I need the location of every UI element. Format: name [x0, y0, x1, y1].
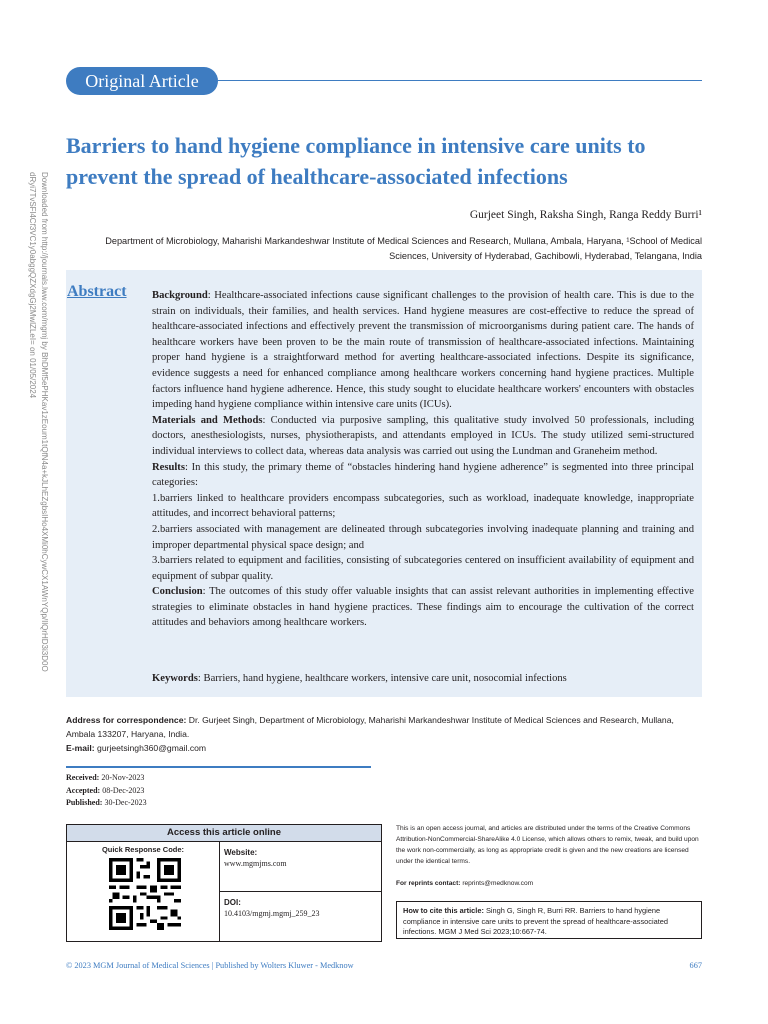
published-value: 30-Dec-2023	[102, 798, 147, 807]
conclusion-text: : The outcomes of this study offer valuable insights that can assist relevant authorities in implementing effective strategies to eliminate obstacles in hand hygiene practices. These findings aim to encourage the cultivation of the correct attitudes and behaviors among healthcare workers.	[152, 586, 694, 629]
publication-dates	[66, 772, 147, 810]
badge-rule	[218, 80, 702, 81]
accepted-value: 08-Dec-2023	[100, 785, 145, 795]
doi-link[interactable]: 10.4103/mgmj.mgmj_259_23	[224, 909, 320, 918]
methods-label: Materials and Methods	[152, 414, 263, 426]
results-item: 2.barriers associated with management are delineated through subcategories involving inadequate planning and training and improper departmental physical space design; and	[152, 523, 694, 551]
info-column	[220, 842, 381, 941]
accepted-label: Accepted:	[66, 785, 101, 795]
authors: Gurjeet Singh, Raksha Singh, Ranga Reddy Burri¹	[469, 209, 702, 221]
received-date	[66, 772, 147, 785]
page-number: 667	[689, 961, 702, 970]
qr-code-icon[interactable]	[109, 858, 181, 930]
received-value: 20-Nov-2023	[99, 773, 145, 782]
citation-box	[396, 901, 702, 939]
abstract-body	[152, 288, 694, 631]
website-label: Website:	[224, 848, 258, 857]
correspondence-text: Dr. Gurjeet Singh, Department of Microbiology, Maharishi Markandeshwar Institute of Medical Sciences and Research, Mullana, Ambala 133207, Haryana, India.	[66, 715, 674, 739]
email-link[interactable]: gurjeetsingh360@gmail.com	[94, 743, 207, 753]
keywords	[152, 672, 694, 686]
published-label: Published:	[66, 798, 103, 807]
abstract-methods	[152, 413, 694, 460]
received-label: Received:	[66, 773, 100, 782]
affiliation: Department of Microbiology, Maharishi Markandeshwar Institute of Medical Sciences and Research, Mullana, Ambala, Haryana, ¹School of Medical Sciences, University of Hyderabad, Gachibowli, Hyderabad, Telangana, India	[105, 236, 702, 261]
background-label: Background	[152, 290, 208, 301]
reprints	[396, 880, 533, 887]
correspondence-label: Address for correspondence:	[66, 715, 187, 725]
license-text: This is an open access journal, and articles are distributed under the terms of the Creative Commons Attribution-NonCommercial-ShareAlike 4.0 License, which allows others to remix, tweak, and build upon the work non-commercially, as long as appropriate credit is given and the new creations are licensed under the identical terms.	[396, 825, 699, 865]
email-label: E-mail:	[66, 743, 95, 753]
results-item: 3.barriers related to equipment and facilities, consisting of subcategories centered on insufficient availability of equipment and equipment of subpar quality.	[152, 555, 694, 582]
article-type-badge: Original Article	[66, 67, 218, 95]
access-online-box	[66, 824, 382, 942]
conclusion-label: Conclusion	[152, 586, 203, 598]
qr-column	[67, 842, 220, 941]
keywords-label: Keywords	[152, 673, 198, 684]
reprints-label: For reprints contact:	[396, 880, 461, 887]
qr-label: Quick Response Code:	[101, 845, 185, 854]
published-date	[66, 797, 147, 810]
results-text: : In this study, the primary theme of “obstacles hindering hand hygiene adherence” is segmented into three principal categories:	[152, 461, 694, 489]
website-cell	[220, 842, 381, 891]
accepted-date	[66, 785, 147, 798]
abstract-results	[152, 460, 694, 491]
methods-text: : Conducted via purposive sampling, this qualitative study involved 50 professionals, including doctors, anesthesiologists, nurses, physiotherapists, and attendants employed in ICUs. The study utilized semi-structured individual interviews to collect data, whereas data analysis was carried out using the Lundman and Graneheim method.	[152, 414, 694, 457]
cite-label: How to cite this article:	[403, 906, 484, 915]
doi-cell	[220, 891, 381, 940]
abstract-heading: Abstract	[67, 283, 127, 300]
download-watermark: Downloaded from http://journals.lww.com/mgmj by BhDMf5ePHKav1zEoum1tQfN4a+kJLhEZgbsIHo4XMi0hCywCX1AWnYQp/IlQrHD3i3D0OdRyi7TvSFl4Cf3VC1y0abggQZXdgGj2MwlZLeI= on 01/05/2024	[28, 172, 49, 672]
keywords-text: : Barriers, hand hygiene, healthcare workers, intensive care unit, nosocomial infections	[197, 673, 567, 684]
results-item: 1.barriers linked to healthcare providers encompass subcategories, such as workload, inadequate knowledge, inappropriate attitudes, and incorrect behavioral patterns;	[152, 492, 694, 520]
cite-text: Singh G, Singh R, Burri RR. Barriers to hand hygiene compliance in intensive care units to prevent the spread of healthcare-associated infections. MGM J Med Sci 2023;10:667-74.	[403, 906, 668, 936]
reprints-email[interactable]: reprints@medknow.com	[460, 880, 534, 887]
results-label: Results	[152, 461, 185, 473]
background-text: : Healthcare-associated infections cause significant challenges to the provision of health care. This is due to the strain on individuals, their families, and health services. Hand hygiene measures are cost-effective to reduce the spread of healthcare-associated infections and effectively prevent the transmission of microorganisms during patient care. The hands of healthcare workers have been proven to be the main route of transmission of healthcare-associated infections. Maintaining proper hand hygiene is a straightforward method for averting healthcare-associated infections. Despite its significance, evidence suggests a need for enhanced compliance among healthcare workers concerning hand hygiene practices. Multiple factors influence hand hygiene adherence. Hence, this study sought to elucidate healthcare workers' encounters with obstacles impeding hand hygiene compliance within intensive care units (ICUs).	[152, 290, 694, 411]
doi-label: DOI:	[224, 898, 241, 907]
website-link[interactable]: www.mgmjms.com	[224, 859, 287, 868]
dates-rule	[66, 766, 371, 768]
access-header: Access this article online	[67, 825, 381, 842]
article-title: Barriers to hand hygiene compliance in intensive care units to prevent the spread of healthcare-associated infections	[66, 133, 646, 189]
abstract-background	[152, 288, 694, 413]
abstract-conclusion	[152, 584, 694, 631]
correspondence	[66, 713, 702, 755]
journal-footer: © 2023 MGM Journal of Medical Sciences | Published by Wolters Kluwer - Medknow	[66, 961, 354, 970]
